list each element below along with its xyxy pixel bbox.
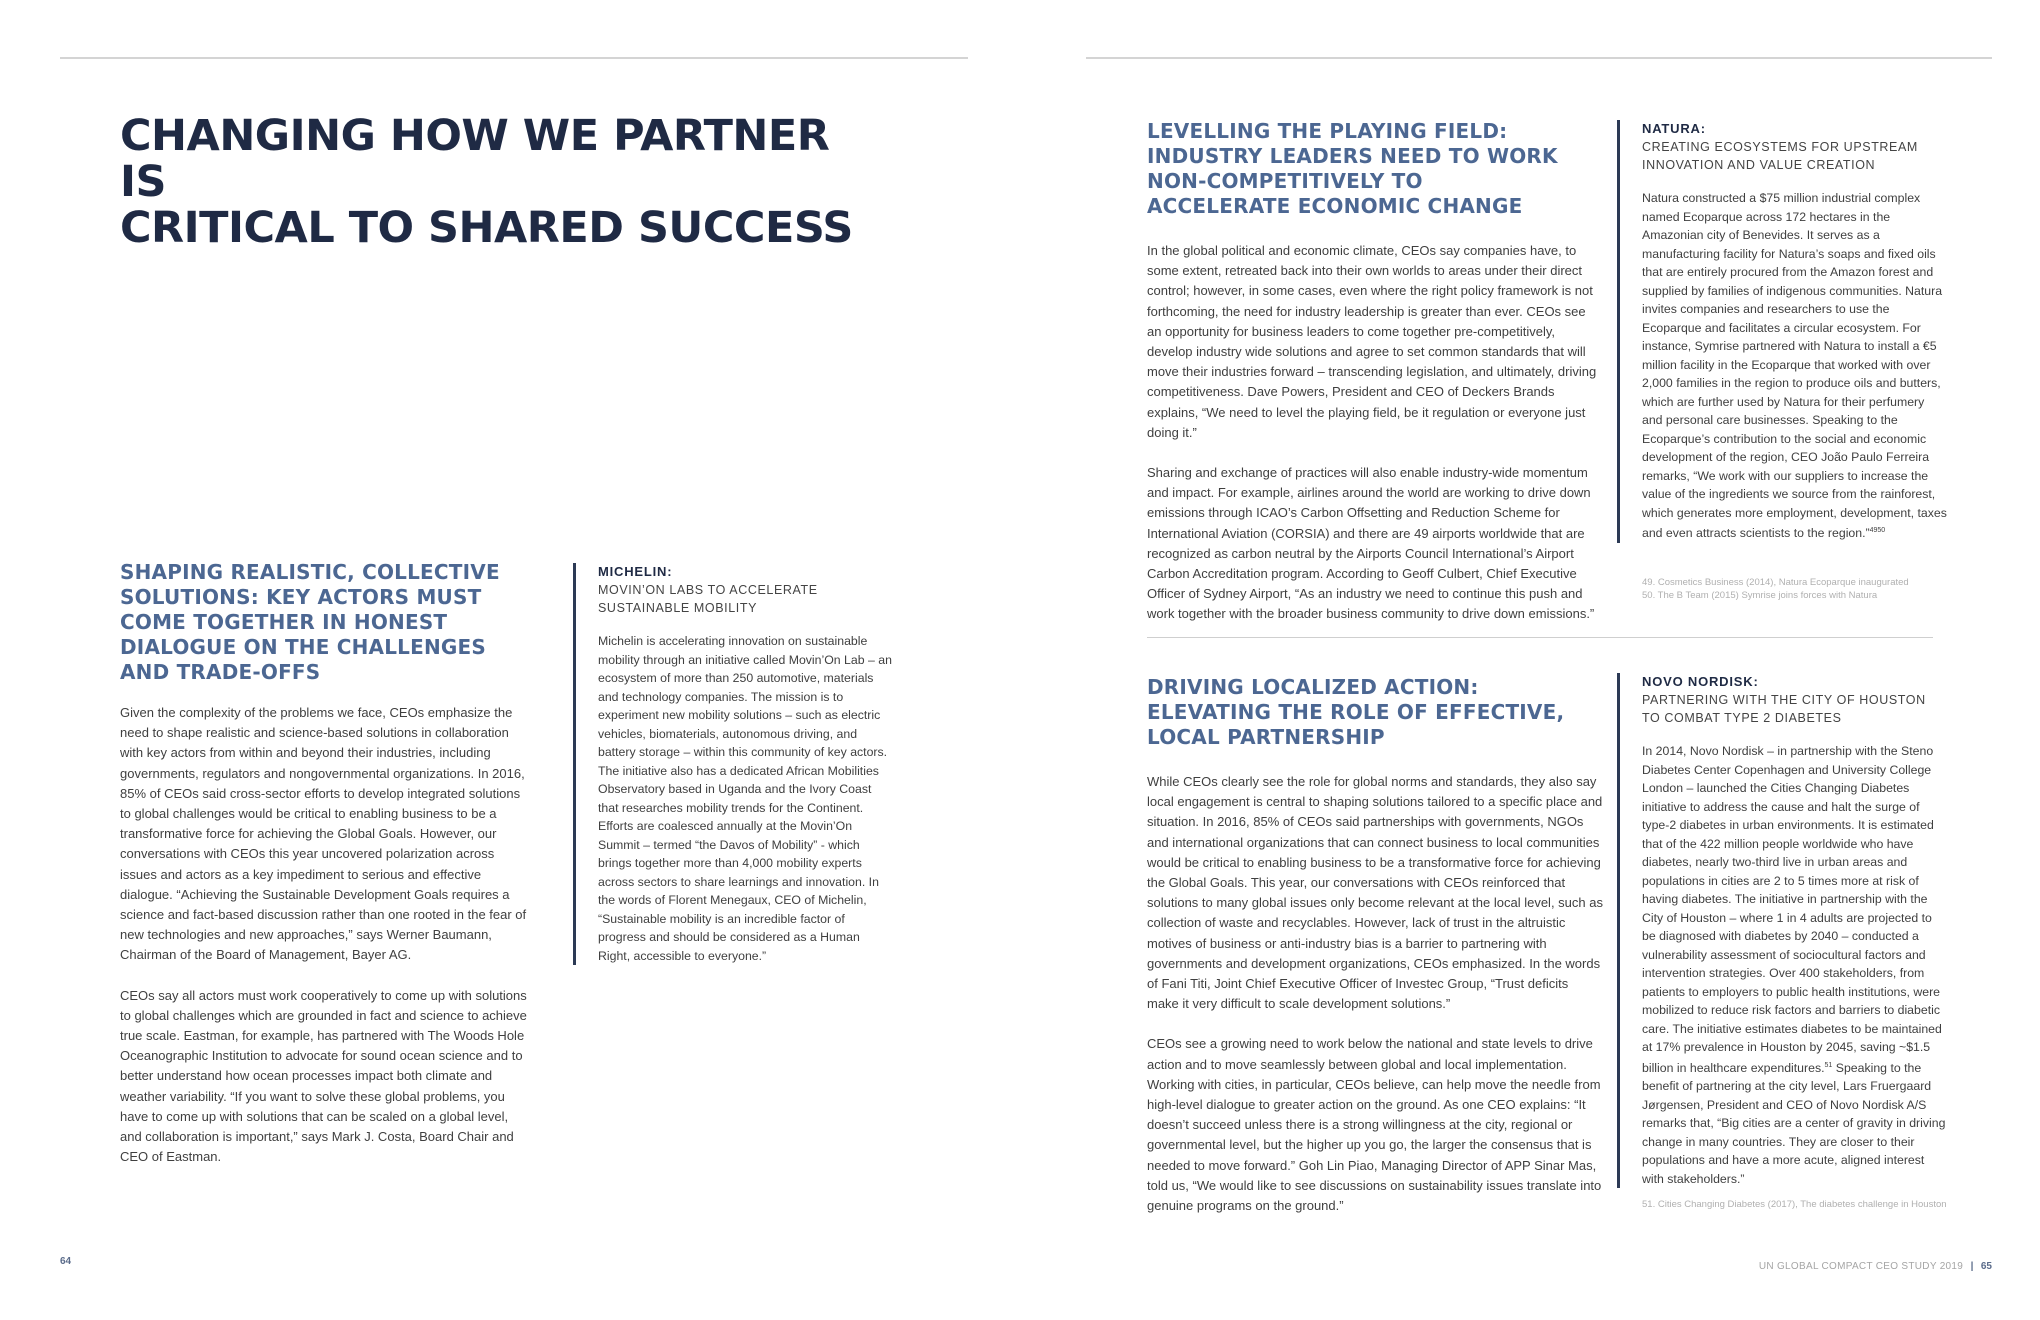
top-rule-right xyxy=(1086,57,1992,59)
paragraph: Given the complexity of the problems we face, CEOs emphasize the need to shape realistic and science-based solutions in collaboration with key actors from within and beyond their industries, including governments, regulators and nongovernmental organizations. In 2016, 85% of CEOs said cross-sector efforts to develop integrated solutions to global challenges would be critical to enabling business to be a transformative force for achieving the Global Goals. However, our conversations with CEOs this year uncovered polarization across issues and actors as a key impediment to serious and effective dialogue. “Achieving the Sustainable Development Goals requires a science and fact-based discussion rather than one rooted in the fear of new technologies and new approaches,” says Werner Baumann, Chairman of the Board of Management, Bayer AG. xyxy=(120,705,527,963)
footer-separator: | xyxy=(1970,1261,1974,1272)
sidebar-body xyxy=(1642,742,1947,1188)
footnote-ref: 4950 xyxy=(1869,527,1886,534)
footnotes-novo-nordisk xyxy=(1642,1198,1972,1211)
paragraph: While CEOs clearly see the role for global norms and standards, they also say local engagement is central to shaping solutions tailored to a specific place and situation. In 2016, 85% of CEOs said partnerships with governments, NGOs and international organizations that can connect business to local communities would be critical to enabling business to be a transformative force for achieving the Global Goals. This year, our conversations with CEOs reinforced that solutions to many global issues only become relevant at the local level, such as collection of waste and recyclables. However, lack of trust in the altruistic motives of business or anti-industry bias is a barrier to partnering with governments and development organizations, CEOs emphasized. In the words of Fani Titi, Joint Chief Executive Officer of Investec Group, “Trust deficits make it very difficult to scale development solutions.” xyxy=(1147,774,1603,1012)
page-title xyxy=(120,113,880,251)
section-body xyxy=(1147,241,1603,625)
page-title-line-2: CRITICAL TO SHARED SUCCESS xyxy=(120,203,853,253)
paragraph: CEOs see a growing need to work below the national and state levels to drive action and to move seamlessly between global and local implementation. Working with cities, in particular, CEOs believe, can help move the needle from high-level dialogue to greater action on the ground. As one CEO explains: “It doesn’t succeed unless there is a strong willingness at the city, regional or governmental level, but the higher up you go, the larger the consensus that is needed to move forward.” Goh Lin Piao, Managing Director of APP Sinar Mas, told us, “We would like to see discussions on sustainability issues translate into genuine programs on the ground.” xyxy=(1147,1036,1602,1214)
paragraph: In the global political and economic climate, CEOs say companies have, to some extent, retreated back into their own worlds to areas under their direct control; however, in some cases, even where the right policy framework is not forthcoming, the need for industry leadership is greater than ever. CEOs see an opportunity for business leaders to come together pre-competitively, develop industry wide solutions and agree to set common standards that will move their industries forward – transcending legislation, and ultimately, driving competitiveness. Dave Powers, President and CEO of Deckers Brands explains, “We need to level the playing field, be it regulation or everyone just doing it.” xyxy=(1147,243,1597,440)
sidebar-subtitle: PARTNERING WITH THE CITY OF HOUSTON TO COMBAT TYPE 2 DIABETES xyxy=(1642,693,1926,725)
sidebar-body-text: Natura constructed a $75 million industrial complex named Ecoparque across 172 hectares in the Amazonian city of Benevides. It serves as a manufacturing facility for Natura’s soaps and fixed oils that are entirely procured from the Amazon forest and supplied by families of indigenous communities. Natura invites companies and researchers to use the Ecoparque and facilitates a circular ecosystem. For instance, Symrise partnered with Natura to install a €5 million facility in the Ecoparque that worked with over 2,000 families in the region to produce oils and butters, which are further used by Natura for their perfumery and personal care businesses. Speaking to the Ecoparque’s contribution to the social and economic development of the region, CEO João Paulo Ferreira remarks, “We work with our suppliers to increase the value of the ingredients we source from the rainforest, which generates more employment, development, taxes and even attracts scientists to the region.” xyxy=(1642,191,1947,541)
section-body xyxy=(120,703,530,1167)
sidebar-subtitle: MOVIN’ON LABS TO ACCELERATE SUSTAINABLE MOBILITY xyxy=(598,583,818,615)
sidebar-body-text: In 2014, Novo Nordisk – in partnership with the Steno Diabetes Center Copenhagen and University College London – launched the Cities Changing Diabetes initiative to address the cause and halt the surge of type-2 diabetes in urban environments. It is estimated that of the 422 million people worldwide who have diabetes, nearly two-third live in urban areas and populations in cities are 2 to 5 times more at risk of having diabetes. The initiative in partnership with the City of Houston – where 1 in 4 adults are projected to be diagnosed with diabetes by 2040 – conducted a vulnerability assessment of sociocultural factors and intervention strategies. Over 400 stakeholders, from patients to employers to public health institutions, were mobilized to reduce risk factors and barriers to diabetic care. The initiative estimates diabetes to be maintained at 17% prevalence in Houston by 2045, saving ~$1.5 billion in healthcare expenditures. xyxy=(1642,744,1942,1075)
paragraph: Sharing and exchange of practices will also enable industry-wide momentum and impact. For example, airlines around the world are working to drive down emissions through ICAO’s Carbon Offsetting and Reduction Scheme for International Aviation (CORSIA) and there are 49 airports worldwide that are recognized as carbon neutral by the Airports Council International’s Airport Carbon Accreditation program. According to Geoff Culbert, Chief Executive Officer of Sydney Airport, “As an industry we need to continue this push and work together with the broader business community to drive down emissions.” xyxy=(1147,465,1595,622)
sidebar-novo-nordisk xyxy=(1617,673,1947,1188)
footnote: 51. Cities Changing Diabetes (2017), The diabetes challenge in Houston xyxy=(1642,1199,1947,1210)
section-body xyxy=(1147,772,1603,1216)
page-number-left: 64 xyxy=(60,1256,72,1267)
sidebar-company-name: MICHELIN: xyxy=(598,564,673,579)
sidebar-body xyxy=(1642,189,1947,543)
sidebar-natura xyxy=(1617,120,1947,543)
paragraph: CEOs say all actors must work cooperatively to come up with solutions to global challenges which are grounded in fact and science to achieve true scale. Eastman, for example, has partnered with The Woods Hole Oceanographic Institution to advocate for sound ocean science and to better understand how ocean processes impact both climate and weather variability. “If you want to solve these global problems, you have to come up with solutions that can be scaled on a global level, and collaboration is important,” says Mark J. Costa, Board Chair and CEO of Eastman. xyxy=(120,987,527,1165)
footnotes-natura xyxy=(1642,576,1942,602)
section-shaping-solutions xyxy=(120,560,530,1187)
sidebar-company-name: NATURA: xyxy=(1642,121,1706,136)
running-footer: UN GLOBAL COMPACT CEO STUDY 2019 xyxy=(1758,1261,1964,1272)
sidebar-body: Michelin is accelerating innovation on sustainable mobility through an initiative called Movin’On Lab – an ecosystem of more than 250 automotive, materials and technology companies. The mission is to experiment new mobility solutions – such as electric vehicles, biomaterials, autonomous driving, and battery storage – within this community of key actors. The initiative also has a dedicated African Mobilities Observatory based in Uganda and the Ivory Coast that researches mobility trends for the Continent. Efforts are coalesced annually at the Movin’On Summit – termed “the Davos of Mobility” - which brings together more than 4,000 mobility experts across sectors to share learnings and innovation. In the words of Florent Menegaux, CEO of Michelin, “Sustainable mobility is an incredible factor of progress and should be considered as a Human Right, accessible to everyone.” xyxy=(598,634,892,963)
section-heading: SHAPING REALISTIC, COLLECTIVE SOLUTIONS: KEY ACTORS MUST COME TOGETHER IN HONEST DIALOGUE ON THE CHALLENGES AND TRADE-OFFS xyxy=(120,560,500,684)
section-localized-action xyxy=(1147,675,1603,1236)
footnote: 50. The B Team (2015) Symrise joins forces with Natura xyxy=(1642,590,1878,601)
page-number-right: 65 xyxy=(1980,1261,1992,1272)
page-footer-right xyxy=(1759,1256,1992,1274)
section-levelling-field xyxy=(1147,119,1603,645)
footnote: 49. Cosmetics Business (2014), Natura Ecoparque inaugurated xyxy=(1642,577,1909,588)
top-rule-left xyxy=(60,57,968,59)
sidebar-subtitle: CREATING ECOSYSTEMS FOR UPSTREAM INNOVATION AND VALUE CREATION xyxy=(1642,140,1918,172)
section-divider xyxy=(1147,637,1933,638)
sidebar-body-text: Speaking to the benefit of partnering at the city level, Lars Fruergaard Jørgensen, President and CEO of Novo Nordisk A/S remarks that, “Big cities are a center of gravity in driving change in many countries. They are closer to their populations and have a more acute, aligned interest with stakeholders.” xyxy=(1642,1060,1946,1186)
footnote-ref: 51 xyxy=(1824,1061,1833,1069)
section-heading: LEVELLING THE PLAYING FIELD: INDUSTRY LEADERS NEED TO WORK NON-COMPETITIVELY TO ACCELERATE ECONOMIC CHANGE xyxy=(1147,119,1558,218)
page-title-line-1: CHANGING HOW WE PARTNER IS xyxy=(120,111,830,207)
sidebar-michelin xyxy=(573,563,892,965)
sidebar-company-name: NOVO NORDISK: xyxy=(1642,674,1759,689)
section-heading: DRIVING LOCALIZED ACTION: ELEVATING THE ROLE OF EFFECTIVE, LOCAL PARTNERSHIP xyxy=(1147,675,1565,749)
